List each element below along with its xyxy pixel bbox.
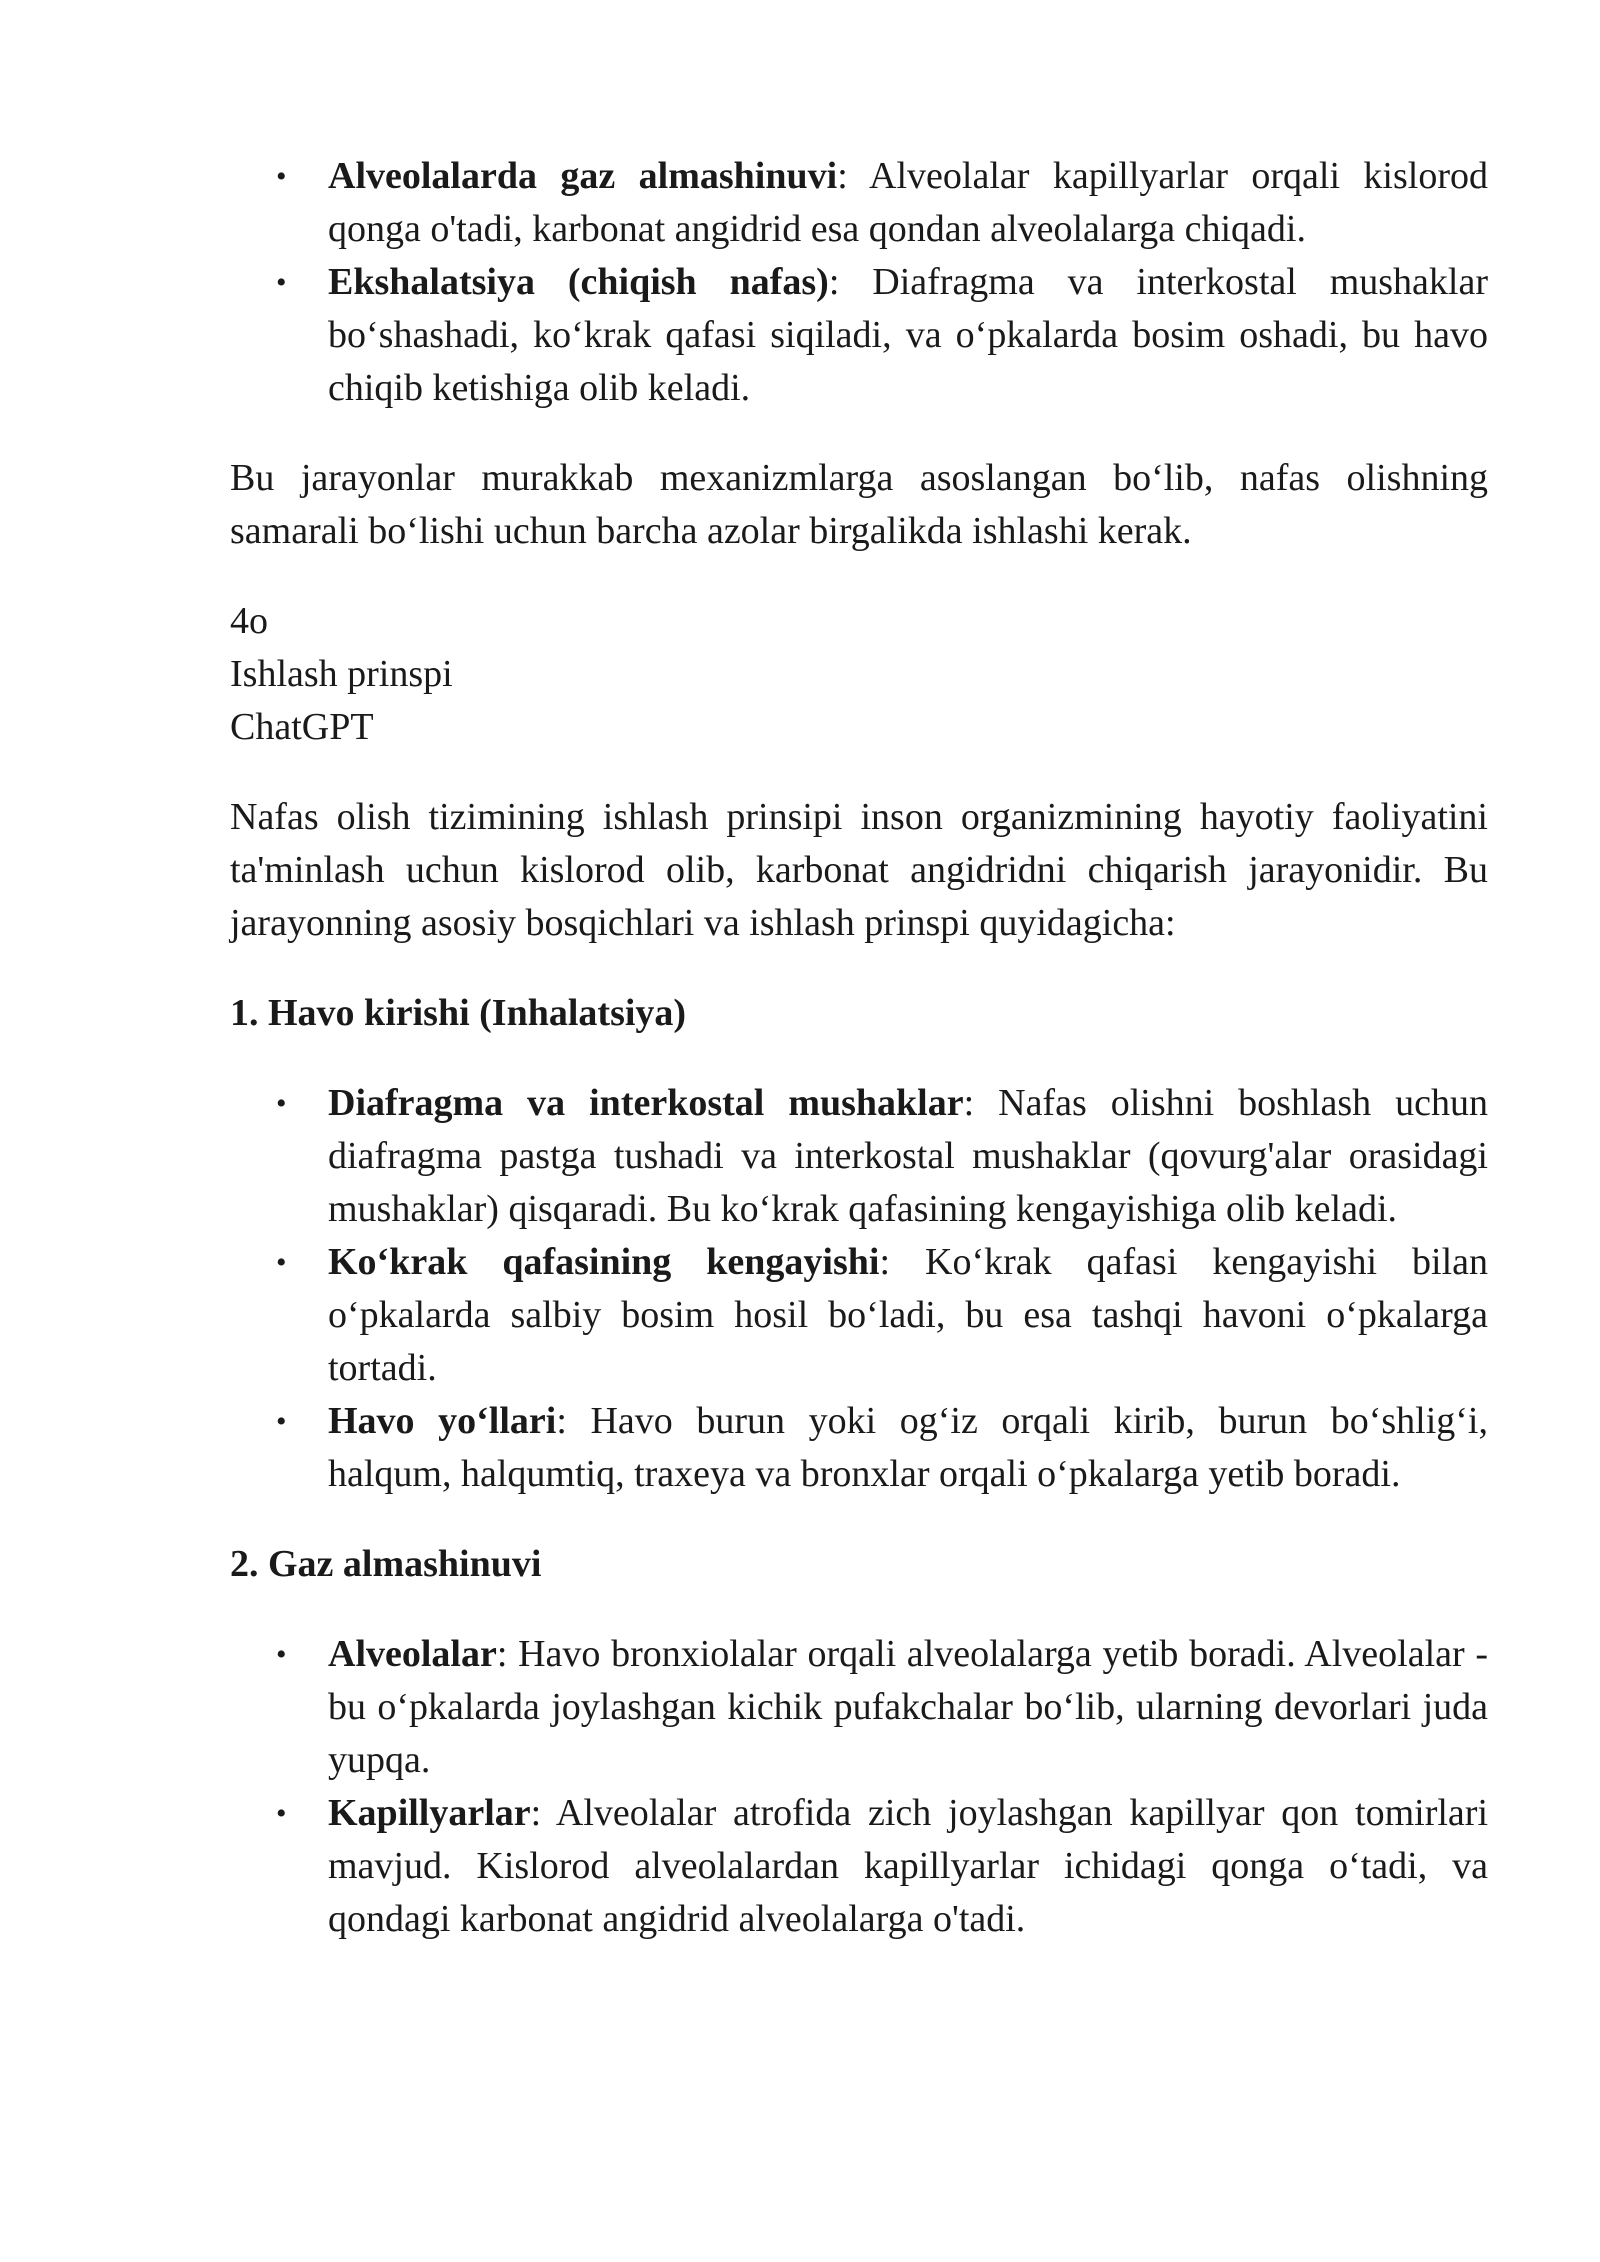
inhalation-bullet-list [230, 1077, 1488, 1501]
item-text: : Havo bronxiolalar orqali alveolalarga yetib boradi. Alveolalar - bu o‘pkalarda joylashgan kichik pufakchalar bo‘lib, ularning devorlari juda yupqa. [328, 1633, 1488, 1781]
summary-paragraph: Bu jarayonlar murakkab mexanizmlarga asoslangan bo‘lib, nafas olishning samarali bo‘lishi uchun barcha azolar birgalikda ishlashi kerak. [230, 457, 1488, 552]
item-text: : Havo burun yoki og‘iz orqali kirib, burun bo‘shlig‘i, halqum, halqumtiq, traxeya va bronxlar orqali o‘pkalarga yetib boradi. [328, 1400, 1488, 1495]
item-term: Alveolalarda gaz almashinuvi [328, 155, 838, 197]
list-item [276, 256, 1488, 415]
model-label: 4o [230, 600, 268, 642]
bullet-icon: • [276, 1246, 287, 1279]
item-term: Alveolalar [328, 1633, 497, 1675]
gas-exchange-bullet-list [230, 1628, 1488, 1946]
item-term: Diafragma va interkostal mushaklar [328, 1082, 964, 1124]
item-term: Kapillyarlar [328, 1792, 531, 1834]
list-item [276, 1395, 1488, 1501]
bullet-icon: • [276, 1638, 287, 1671]
list-item [276, 1077, 1488, 1236]
item-text: : Alveolalar kapillyarlar orqali kislorod qonga o'tadi, karbonat angidrid esa qondan alveolalarga chiqadi. [328, 155, 1488, 250]
bullet-icon: • [276, 1405, 287, 1438]
item-text: : Nafas olishni boshlash uchun diafragma pastga tushadi va interkostal mushaklar (qovurg'alar orasidagi mushaklar) qisqaradi. Bu ko‘krak qafasining kengayishiga olib keladi. [328, 1082, 1488, 1230]
intro-paragraph: Nafas olish tizimining ishlash prinsipi inson organizmining hayotiy faoliyatini ta'minlash uchun kislorod olib, karbonat angidridni chiqarish jarayonidir. Bu jarayonning asosiy bosqichlari va ishlash prinspi quyidagicha: [230, 796, 1488, 944]
top-bullet-list [230, 150, 1488, 415]
bullet-icon: • [276, 1087, 287, 1120]
list-item [276, 1628, 1488, 1787]
bullet-icon: • [276, 1797, 287, 1830]
list-item [276, 1236, 1488, 1395]
item-term: Havo yo‘llari [328, 1400, 557, 1442]
item-text: : Alveolalar atrofida zich joylashgan kapillyar qon tomirlari mavjud. Kislorod alveolalardan kapillyarlar ichidagi qonga o‘tadi, va qondagi karbonat angidrid alveolalarga o'tadi. [328, 1792, 1488, 1940]
list-item [276, 1787, 1488, 1946]
bullet-icon: • [276, 160, 287, 193]
chat-meta [230, 595, 1488, 754]
item-text: : Diafragma va interkostal mushaklar bo‘shashadi, ko‘krak qafasi siqiladi, va o‘pkalarda bosim oshadi, bu havo chiqib ketishiga olib keladi. [328, 261, 1488, 409]
bullet-icon: • [276, 266, 287, 299]
section-heading-gas-exchange: 2. Gaz almashinuvi [230, 1543, 542, 1585]
item-text: : Ko‘krak qafasi kengayishi bilan o‘pkalarda salbiy bosim hosil bo‘ladi, bu esa tashqi havoni o‘pkalarga tortadi. [328, 1241, 1488, 1389]
author-label: ChatGPT [230, 706, 374, 748]
item-term: Ekshalatsiya (chiqish nafas) [328, 261, 829, 303]
item-term: Ko‘krak qafasining kengayishi [328, 1241, 880, 1283]
list-item [276, 150, 1488, 256]
prompt-text: Ishlash prinspi [230, 653, 453, 695]
section-heading-inhalation: 1. Havo kirishi (Inhalatsiya) [230, 992, 687, 1034]
